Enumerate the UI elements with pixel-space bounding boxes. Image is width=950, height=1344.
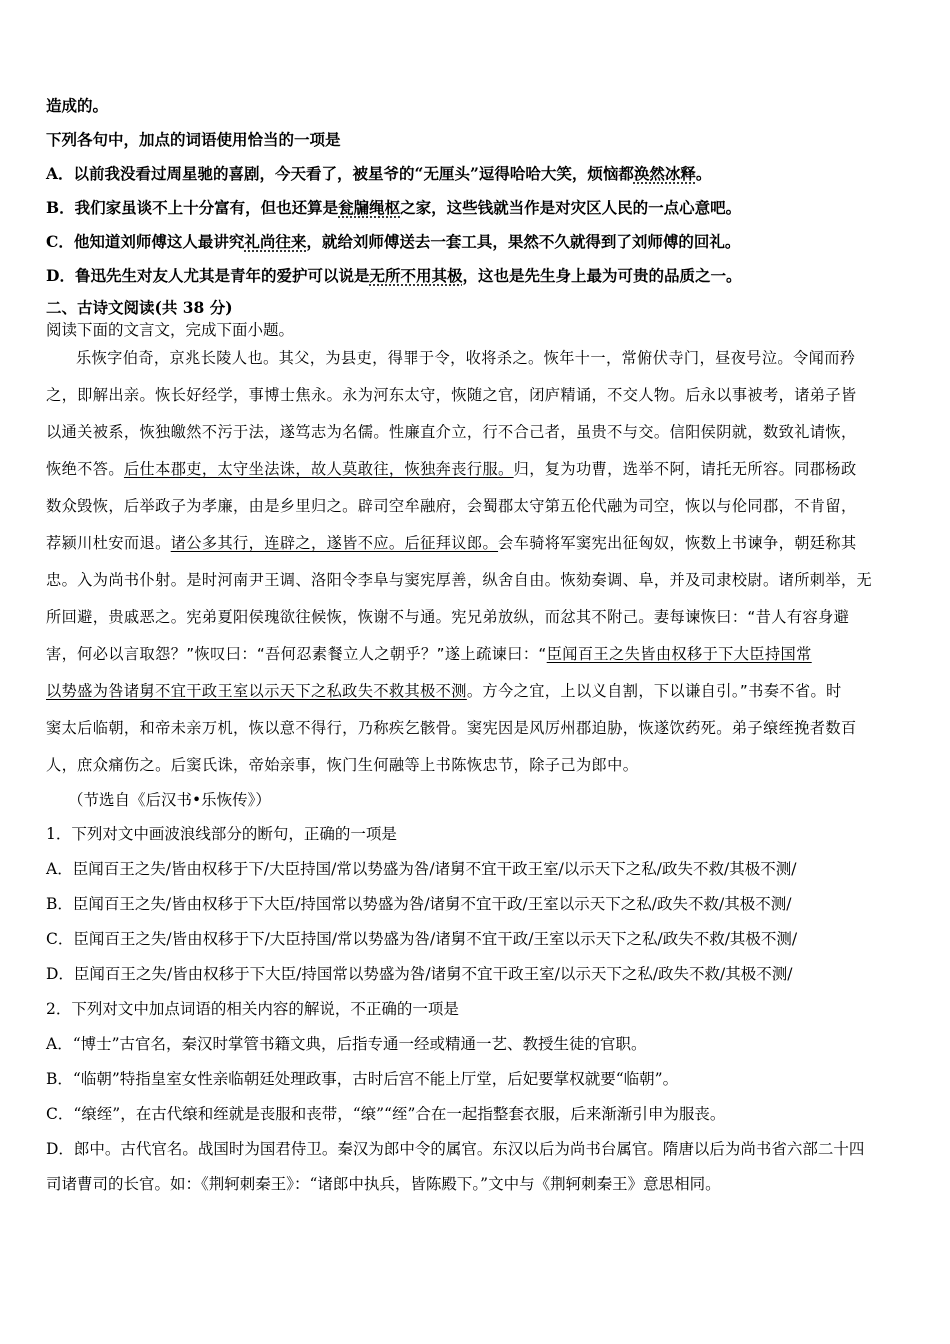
q2-stem: 2．下列对文中加点词语的相关内容的解说，不正确的一项是 [46,1000,459,1018]
wavy-underlined-text: 以势盛为咎诸舅不宜干政王室以示天下之私政失不救其极不测 [46,682,467,700]
passage-line: 忠。入为尚书仆射。是时河南尹王调、洛阳令李阜与窦宪厚善，纵舍自由。恢劾奏调、阜，并及司隶校尉。诸所刺举，无 [46,571,873,589]
passage-line: 所回避，贵戚恶之。宪弟夏阳侯瑰欲往候恢，恢谢不与通。宪兄弟放纵，而忿其不附己。妻每谏恢曰：“昔人有容身避 [46,608,850,626]
q2-option-a: A．“博士”古官名，秦汉时掌管书籍文典，后指专通一经或精通一艺、教授生徒的官职。 [46,1035,647,1053]
passage-line: 害，何必以言取怨？”恢叹曰：“吾何忍素餐立人之朝乎？”遂上疏谏曰：“臣闻百王之失皆由权移于下大臣持国常 [46,645,812,663]
q1-option-c: C．臣闻百王之失/皆由权移于下/大臣持国/常以势盛为咎/诸舅不宜干政/王室以示天下之私/政失不救/其极不测/ [46,930,798,948]
section-heading: 二、古诗文阅读(共 38 分) [46,298,233,317]
wavy-underlined-text: 臣闻百王之失皆由权移于下大臣持国常 [546,645,812,663]
option-b: B．我们家虽谈不上十分富有，但也还算是瓮牖绳枢之家，这些钱就当作是对灾区人民的一点心意吧。 [46,198,742,217]
dotted-term: 瓮牖绳枢 [338,198,401,217]
passage-line: 数众毁恢，后举政子为孝廉，由是乡里归之。辟司空牟融府，会蜀郡太守第五伦代融为司空，恢以与伦同郡，不肯留， [46,497,857,515]
document-page [46,96,908,1209]
classical-passage [46,348,908,775]
underlined-sentence: 诸公多其行，连辟之，遂皆不应。后征拜议郎。 [170,534,499,552]
passage-line: 以势盛为咎诸舅不宜干政王室以示天下之私政失不救其极不测。方今之宜，上以义自割，下以谦自引。”书奏不省。时 [46,682,842,700]
passage-line: 荐颍川杜安而退。诸公多其行，连辟之，遂皆不应。后征拜议郎。会车骑将军窦宪出征匈奴，恢数上书谏争，朝廷称其 [46,534,857,552]
passage-line: 以通关被系，恢独皦然不污于法，遂笃志为名儒。性廉直介立，行不合己者，虽贵不与交。信阳侯阴就，数致礼请恢， [46,423,857,441]
underlined-sentence: 后仕本郡吏，太守坐法诛，故人莫敢往，恢独奔丧行服。 [123,460,514,478]
source-citation: （节选自《后汉书•乐恢传》） [68,791,271,809]
dotted-term: 涣然冰释 [633,164,696,183]
q2-option-b: B．“临朝”特指皇室女性亲临朝廷处理政事，古时后宫不能上厅堂，后妃要掌权就要“临朝”。 [46,1070,679,1088]
passage-line: 人，庶众痛伤之。后窦氏诛，帝始亲事，恢门生何融等上书陈恢忠节，除子己为郎中。 [46,756,639,774]
passage-line: 乐恢字伯奇，京兆长陵人也。其父，为县吏，得罪于令，收将杀之。恢年十一，常俯伏寺门，昼夜号泣。令闻而矜 [76,349,856,367]
dotted-term: 无所不用其极 [369,266,463,285]
q1-option-d: D．臣闻百王之失/皆由权移于下大臣/持国常以势盛为咎/诸舅不宜干政王室/以示天下之私/政失不救/其极不测/ [46,965,793,983]
q2-option-d-cont: 司诸曹司的长官。如：《荆轲刺秦王》：“诸郎中执兵，皆陈殿下。”文中与《荆轲刺秦王》意思相同。 [46,1175,721,1193]
q2-option-d: D．郎中。古代官名。战国时为国君侍卫。秦汉为郎中令的属官。东汉以后为尚书台属官。隋唐以后为尚书省六部二十四 [46,1140,865,1158]
passage-line: 恢绝不答。后仕本郡吏，太守坐法诛，故人莫敢往，恢独奔丧行服。归，复为功曹，选举不阿，请托无所容。同郡杨政 [46,460,857,478]
passage-line: 窦太后临朝，和帝未亲万机，恢以意不得行，乃称疾乞骸骨。窦宪因是风厉州郡迫胁，恢遂饮药死。弟子缞绖挽者数百 [46,719,857,737]
fragment-text: 造成的。 [46,96,109,115]
option-d: D．鲁迅先生对友人尤其是青年的爱护可以说是无所不用其极，这也是先生身上最为可贵的品质之一。 [46,266,742,285]
instruction-text: 阅读下面的文言文，完成下面小题。 [46,321,295,339]
q1-stem: 1．下列对文中画波浪线部分的断句，正确的一项是 [46,825,397,843]
option-c: C．他知道刘师傅这人最讲究礼尚往来，就给刘师傅送去一套工具，果然不久就得到了刘师傅的回礼。 [46,232,741,251]
q2-option-c: C．“缞绖”，在古代缞和绖就是丧服和丧带，“缞”“绖”合在一起指整套衣服，后来渐渐引申为服丧。 [46,1105,726,1123]
passage-line: 之，即解出亲。恢长好经学，事博士焦永。永为河东太守，恢随之官，闭庐精诵，不交人物。后永以事被考，诸弟子皆 [46,386,857,404]
question-1 [46,824,908,1194]
option-a: A．以前我没看过周星驰的喜剧，今天看了，被星爷的“无厘头”逗得哈哈大笑，烦恼都涣然冰释。 [46,164,712,183]
dotted-term: 礼尚往来 [244,232,307,251]
q1-option-b: B．臣闻百王之失/皆由权移于下大臣/持国常以势盛为咎/诸舅不宜干政/王室以示天下之私/政失不救/其极不测/ [46,895,792,913]
question-stem: 下列各句中，加点的词语使用恰当的一项是 [46,130,341,149]
q1-option-a: A．臣闻百王之失/皆由权移于下/大臣持国/常以势盛为咎/诸舅不宜干政王室/以示天下之私/政失不救/其极不测/ [46,860,797,878]
